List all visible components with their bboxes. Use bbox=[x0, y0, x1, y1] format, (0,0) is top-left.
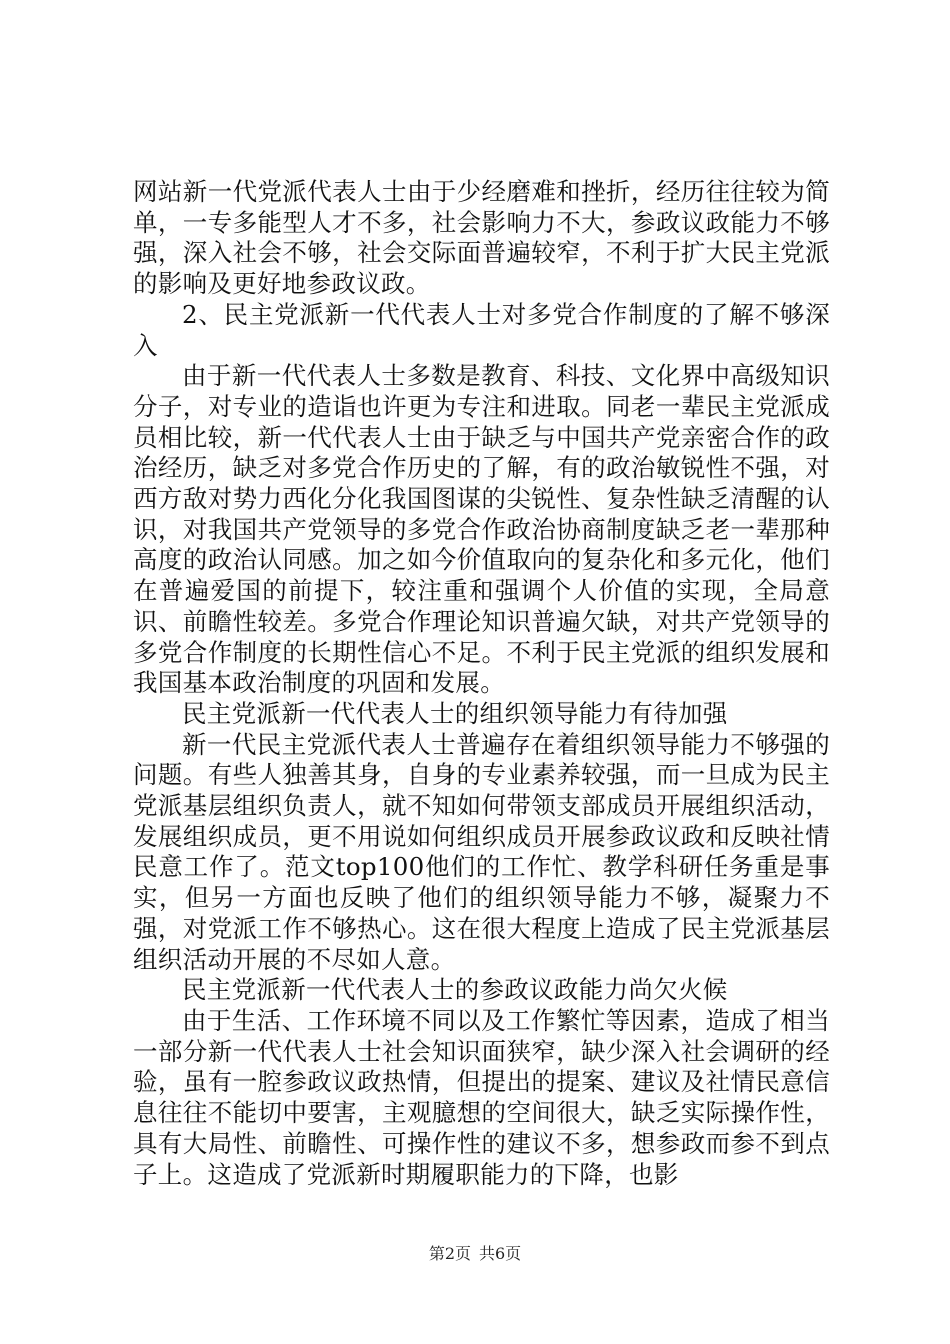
paragraph-2-heading: 2、民主党派新一代代表人士对多党合作制度的了解不够深入 bbox=[133, 299, 830, 360]
paragraph-6-heading: 民主党派新一代代表人士的参政议政能力尚欠火候 bbox=[182, 975, 728, 1005]
paragraph-7: 由于生活、工作环境不同以及工作繁忙等因素，造成了相当一部分新一代代表人士社会知识面狭窄，缺少深入社会调研的经验，虽有一腔参政议政热情，但提出的提案、建议及社情民意信息往往不能切中要害，主观臆想的空间很大，缺乏实际操作性，具有大局性、前瞻性、可操作性的建议不多，想参政而参不到点子上。这造成了党派新时期履职能力的下降，也影 bbox=[133, 1005, 830, 1189]
page-number: 第2页 bbox=[428, 1244, 471, 1263]
document-body bbox=[133, 177, 830, 1190]
paragraph-1: 网站新一代党派代表人士由于少经磨难和挫折，经历往往较为简单，一专多能型人才不多，社会影响力不大，参政议政能力不够强，深入社会不够，社会交际面普遍较窄，不利于扩大民主党派的影响及更好地参政议政。 bbox=[133, 177, 830, 299]
paragraph-3: 由于新一代代表人士多数是教育、科技、文化界中高级知识分子，对专业的造诣也许更为专注和进取。同老一辈民主党派成员相比较，新一代代表人士由于缺乏与中国共产党亲密合作的政治经历，缺乏对多党合作历史的了解，有的政治敏锐性不强，对西方敌对势力西化分化我国图谋的尖锐性、复杂性缺乏清醒的认识，对我国共产党领导的多党合作政治协商制度缺乏老一辈那种高度的政治认同感。加之如今价值取向的复杂化和多元化，他们在普遍爱国的前提下，较注重和强调个人价值的实现，全局意识、前瞻性较差。多党合作理论知识普遍欠缺，对共产党领导的多党合作制度的长期性信心不足。不利于民主党派的组织发展和我国基本政治制度的巩固和发展。 bbox=[133, 361, 830, 698]
page-total: 共6页 bbox=[479, 1244, 522, 1263]
page-footer bbox=[0, 1244, 950, 1264]
paragraph-4-heading: 民主党派新一代代表人士的组织领导能力有待加强 bbox=[182, 698, 728, 728]
paragraph-5: 新一代民主党派代表人士普遍存在着组织领导能力不够强的问题。有些人独善其身，自身的专业素养较强，而一旦成为民主党派基层组织负责人，就不知如何带领支部成员开展组织活动，发展组织成员，更不用说如何组织成员开展参政议政和反映社情民意工作了。范文top100他们的工作忙、教学科研任务重是事实，但另一方面也反映了他们的组织领导能力不够，凝聚力不强，对党派工作不够热心。这在很大程度上造成了民主党派基层组织活动开展的不尽如人意。 bbox=[133, 729, 830, 974]
